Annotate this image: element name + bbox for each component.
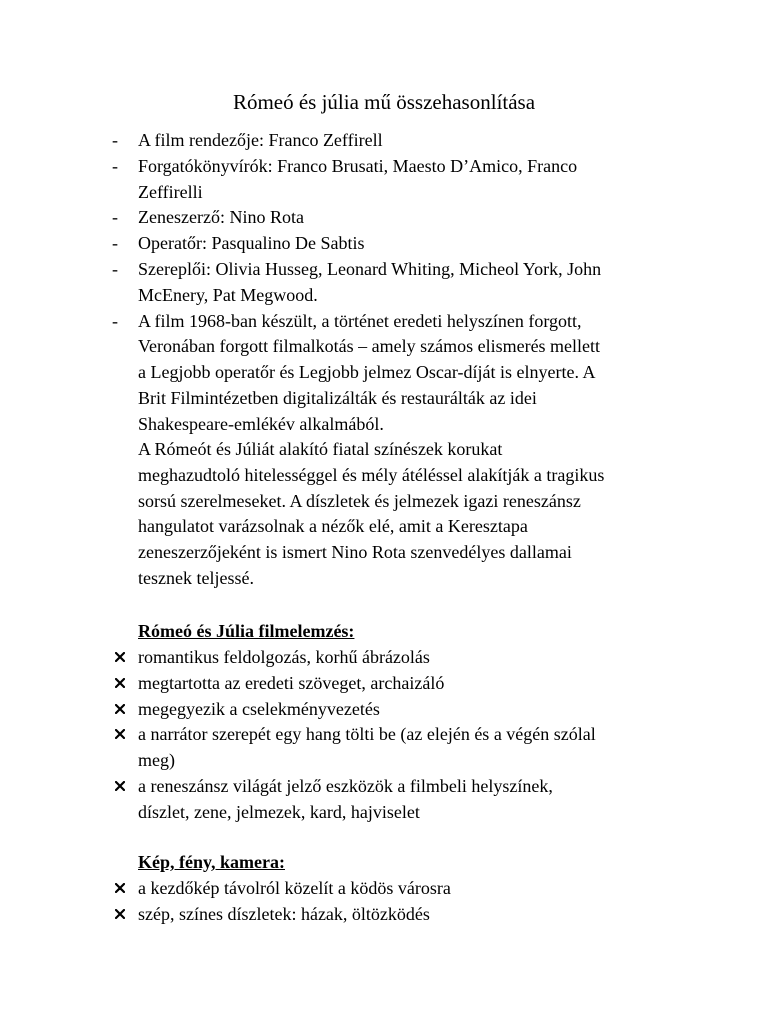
paragraph-line: A Rómeót és Júliát alakító fiatal színészek korukat [138, 439, 503, 459]
list-item-line: megtartotta az eredeti szöveget, archaizáló [138, 672, 445, 693]
paragraph-line: meghazudtoló hitelességgel és mély átéléssel alakítják a tragikus [138, 464, 605, 485]
list-item-line: a narrátor szerepét egy hang tölti be (az elején és a végén szólal [138, 724, 596, 745]
list-item-line: a Legjobb operatőr és Legjobb jelmez Oscar-díját is elnyerte. A [138, 362, 596, 383]
list-item-line: meg) [138, 750, 175, 771]
list-item-line: Zeneszerző: Nino Rota [138, 207, 304, 228]
description-paragraph [138, 437, 718, 592]
x-mark-icon [115, 729, 125, 739]
x-mark-icon [115, 704, 125, 714]
dash-marker: - [112, 207, 118, 228]
list-item [112, 697, 712, 723]
camera-heading: Kép, fény, kamera: [138, 852, 285, 872]
list-item-line: romantikus feldolgozás, korhű ábrázolás [138, 647, 430, 667]
document-title: Rómeó és júlia mű összehasonlítása [232, 90, 536, 114]
x-mark-icon [115, 909, 125, 919]
analysis-heading: Rómeó és Júlia filmelemzés: [138, 621, 355, 641]
list-item-line: Shakespeare-emlékév alkalmából. [138, 413, 384, 434]
list-item [112, 671, 712, 697]
paragraph-line: zeneszerzőjeként is ismert Nino Rota szenvedélyes dallamai [138, 542, 572, 563]
list-item-line: McEnery, Pat Megwood. [138, 284, 318, 305]
list-item [112, 154, 712, 206]
list-item-line: Zeffirelli [138, 181, 203, 202]
list-item-line: megegyezik a cselekményvezetés [138, 698, 380, 719]
paragraph-line: tesznek teljessé. [138, 567, 254, 588]
credits-list [112, 128, 712, 438]
dash-marker: - [112, 233, 118, 254]
list-item-line: Veronában forgott filmalkotás – amely számos elismerés mellett [138, 336, 601, 357]
dash-marker: - [112, 155, 118, 176]
list-item-line: a reneszánsz világát jelző eszközök a filmbeli helyszínek, [138, 775, 553, 796]
paragraph-line: hangulatot varázsolnak a nézők elé, amit a Keresztapa [138, 516, 528, 537]
list-item-line: Operatőr: Pasqualino De Sabtis [138, 233, 365, 254]
x-mark-icon [115, 883, 125, 893]
x-mark-icon [115, 652, 125, 662]
list-item-line: Szereplői: Olivia Husseg, Leonard Whiting, Micheol York, John [138, 258, 602, 279]
list-item [112, 309, 712, 438]
paragraph-line: sorsú szerelmeseket. A díszletek és jelmezek igazi reneszánsz [138, 490, 581, 511]
dash-marker: - [112, 310, 118, 331]
list-item-line: A film 1968-ban készült, a történet eredeti helyszínen forgott, [138, 310, 582, 331]
list-item [112, 257, 712, 309]
list-item-line: Forgatókönyvírók: Franco Brusati, Maesto D’Amico, Franco [138, 155, 578, 176]
list-item [112, 876, 712, 902]
list-item [112, 128, 712, 154]
list-item-line: a kezdőkép távolról közelít a ködös városra [138, 878, 451, 898]
list-item-line: A film rendezője: Franco Zeffirell [138, 130, 383, 150]
list-item [112, 722, 712, 774]
list-item [112, 902, 712, 928]
list-item [112, 231, 712, 257]
list-item-line: szép, színes díszletek: házak, öltözködés [138, 903, 430, 924]
dash-marker: - [112, 258, 118, 279]
x-mark-icon [115, 781, 125, 791]
camera-list [112, 876, 712, 928]
list-item-line: Brit Filmintézetben digitalizálták és restaurálták az idei [138, 387, 537, 408]
analysis-list [112, 645, 712, 826]
dash-marker: - [112, 130, 118, 150]
list-item [112, 645, 712, 671]
list-item [112, 205, 712, 231]
list-item [112, 774, 712, 826]
x-mark-icon [115, 678, 125, 688]
list-item-line: díszlet, zene, jelmezek, kard, hajviselet [138, 801, 420, 822]
